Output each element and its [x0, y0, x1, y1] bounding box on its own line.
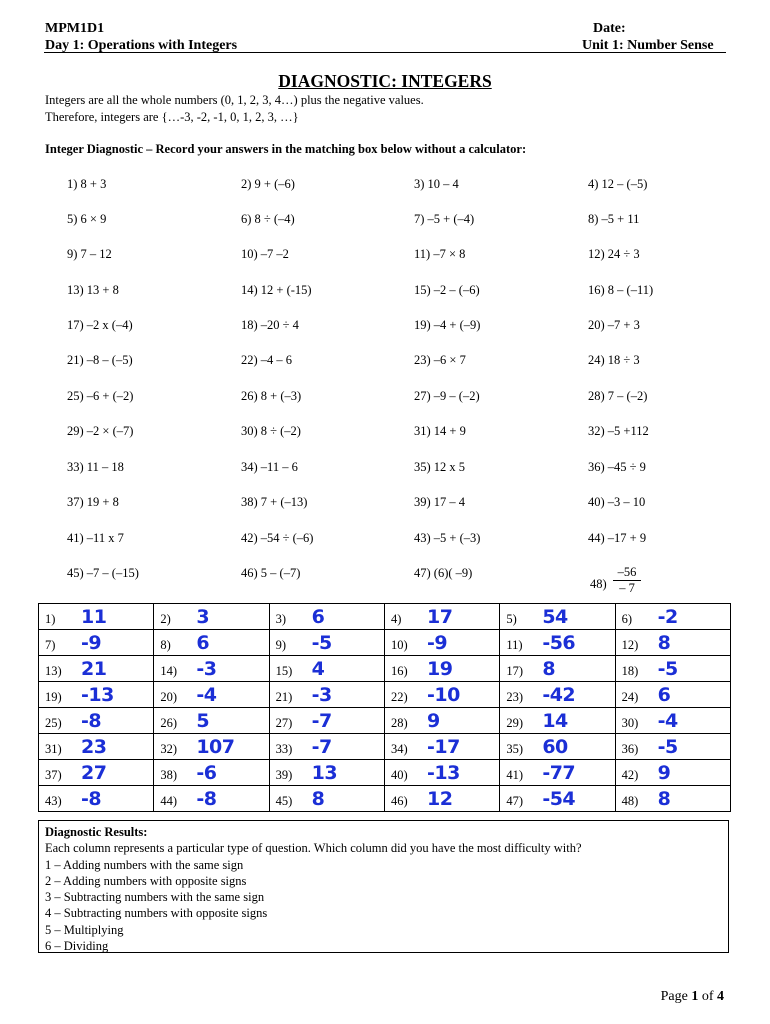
answer-label: 24) [621, 689, 639, 704]
answer-label: 33) [275, 741, 293, 756]
handwritten-answer: 107 [196, 735, 235, 758]
answer-label: 37) [45, 767, 62, 782]
answer-cell-25[interactable] [39, 708, 154, 734]
answer-label: 23) [506, 689, 523, 704]
handwritten-answer: 6 [196, 631, 210, 654]
handwritten-answer: -8 [81, 787, 102, 810]
fraction-denominator: – 7 [619, 581, 635, 595]
answer-label: 39) [275, 767, 293, 782]
question-43: 43) –5 + (–3) [414, 531, 481, 545]
question-14: 14) 12 + (-15) [241, 283, 312, 297]
answer-cell-6[interactable] [615, 604, 730, 630]
answer-cell-18[interactable] [615, 656, 730, 682]
unit-title: Unit 1: Number Sense [582, 38, 714, 53]
page-title: DIAGNOSTIC: INTEGERS [278, 71, 492, 91]
instructions: Integer Diagnostic – Record your answers in the matching box below without a calculator: [45, 142, 527, 156]
answer-cell-38[interactable] [154, 760, 269, 786]
handwritten-answer: -4 [657, 709, 678, 732]
handwritten-answer: -7 [311, 709, 332, 732]
fraction-numerator: –56 [613, 565, 641, 581]
question-46: 46) 5 – (–7) [241, 566, 301, 580]
answer-cell-24[interactable] [615, 682, 730, 708]
handwritten-answer: -13 [426, 761, 460, 784]
question-9: 9) 7 – 12 [67, 247, 112, 261]
answer-cell-4[interactable] [384, 604, 499, 630]
answer-cell-14[interactable] [154, 656, 269, 682]
answer-label: 38) [160, 767, 177, 782]
question-45: 45) –7 – (–15) [67, 566, 139, 580]
handwritten-answer: 19 [426, 657, 453, 680]
handwritten-answer: 8 [657, 631, 671, 654]
answer-row [39, 708, 731, 734]
answer-cell-28[interactable] [384, 708, 499, 734]
question-19: 19) –4 + (–9) [414, 318, 481, 332]
intro-text [45, 92, 424, 126]
answer-cell-40[interactable] [384, 760, 499, 786]
answer-label: 30) [621, 715, 639, 730]
answer-table [38, 603, 731, 812]
answer-label: 3) [275, 611, 287, 626]
answer-cell-47[interactable] [500, 786, 615, 812]
handwritten-answer: 14 [542, 709, 568, 732]
answer-cell-23[interactable] [500, 682, 615, 708]
answer-cell-11[interactable] [500, 630, 615, 656]
diagnostic-results [38, 820, 729, 953]
answer-row [39, 630, 731, 656]
question-2: 2) 9 + (–6) [241, 177, 295, 191]
handwritten-answer: -54 [542, 787, 576, 810]
answer-cell-35[interactable] [500, 734, 615, 760]
answer-cell-16[interactable] [384, 656, 499, 682]
handwritten-answer: 23 [81, 735, 107, 758]
question-18: 18) –20 ÷ 4 [241, 318, 299, 332]
handwritten-answer: -77 [542, 761, 576, 784]
question-37: 37) 19 + 8 [67, 495, 119, 509]
answer-cell-42[interactable] [615, 760, 730, 786]
answer-label: 43) [45, 793, 62, 808]
answer-cell-10[interactable] [384, 630, 499, 656]
answer-label: 10) [390, 637, 408, 652]
question-42: 42) –54 ÷ (–6) [241, 531, 314, 545]
answer-label: 40) [390, 767, 408, 782]
answer-label: 35) [506, 741, 523, 756]
handwritten-answer: 9 [657, 761, 671, 784]
question-8: 8) –5 + 11 [588, 212, 640, 226]
answer-cell-39[interactable] [269, 760, 384, 786]
answer-cell-45[interactable] [269, 786, 384, 812]
handwritten-answer: -8 [81, 709, 102, 732]
answer-cell-46[interactable] [384, 786, 499, 812]
question-17: 17) –2 x (–4) [67, 318, 133, 332]
answer-cell-20[interactable] [154, 682, 269, 708]
answer-cell-7[interactable] [39, 630, 154, 656]
results-item: 6 – Dividing [45, 939, 109, 954]
question-4: 4) 12 – (–5) [588, 177, 648, 191]
handwritten-answer: 8 [657, 787, 671, 810]
answer-cell-13[interactable] [39, 656, 154, 682]
answer-cell-44[interactable] [154, 786, 269, 812]
page-number: Page 1 of 4 [660, 989, 724, 1004]
question-28: 28) 7 – (–2) [588, 389, 648, 403]
handwritten-answer: -13 [81, 683, 114, 706]
handwritten-answer: 17 [426, 605, 453, 628]
answer-label: 15) [275, 663, 293, 678]
results-item: 2 – Adding numbers with opposite signs [45, 873, 247, 888]
answer-cell-8[interactable] [154, 630, 269, 656]
results-item: 4 – Subtracting numbers with opposite signs [45, 906, 268, 921]
results-item: 5 – Multiplying [45, 922, 124, 937]
question-40: 40) –3 – 10 [588, 495, 646, 509]
handwritten-answer: 11 [81, 605, 107, 628]
answer-label: 6) [621, 611, 633, 626]
question-36: 36) –45 ÷ 9 [588, 460, 646, 474]
answer-label: 8) [160, 637, 171, 652]
header-divider [44, 52, 726, 53]
question-47: 47) (6)( –9) [414, 566, 473, 580]
answer-cell-2[interactable] [154, 604, 269, 630]
answer-cell-30[interactable] [615, 708, 730, 734]
question-41: 41) –11 x 7 [67, 531, 124, 545]
answer-row [39, 786, 731, 812]
handwritten-answer: -4 [196, 683, 217, 706]
handwritten-answer: -5 [657, 735, 678, 758]
handwritten-answer: -2 [657, 605, 678, 628]
answer-label: 29) [506, 715, 523, 730]
handwritten-answer: -9 [81, 631, 102, 654]
answer-cell-32[interactable] [154, 734, 269, 760]
answer-cell-33[interactable] [269, 734, 384, 760]
handwritten-answer: 6 [657, 683, 671, 706]
answer-label: 41) [506, 767, 523, 782]
answer-label: 36) [621, 741, 639, 756]
answer-label: 11) [506, 637, 523, 652]
answer-cell-48[interactable] [615, 786, 730, 812]
question-1: 1) 8 + 3 [67, 177, 107, 191]
handwritten-answer: 9 [426, 709, 440, 732]
handwritten-answer: -5 [657, 657, 678, 680]
answer-cell-1[interactable] [39, 604, 154, 630]
handwritten-answer: 3 [196, 605, 210, 628]
results-intro: Each column represents a particular type of question. Which column did you have the most difficulty with? [45, 841, 582, 856]
handwritten-answer: -3 [196, 657, 217, 680]
answer-label: 13) [45, 663, 62, 678]
answer-label: 17) [506, 663, 523, 678]
answer-label: 44) [160, 793, 177, 808]
answer-label: 7) [45, 637, 56, 652]
answer-label: 5) [506, 611, 517, 626]
question-15: 15) –2 – (–6) [414, 283, 480, 297]
answer-label: 19) [45, 689, 62, 704]
answer-cell-34[interactable] [384, 734, 499, 760]
question-6: 6) 8 ÷ (–4) [241, 212, 295, 226]
answer-cell-19[interactable] [39, 682, 154, 708]
question-22: 22) –4 – 6 [241, 353, 293, 367]
course-code: MPM1D1 [45, 21, 105, 36]
answer-cell-17[interactable] [500, 656, 615, 682]
answer-cell-31[interactable] [39, 734, 154, 760]
handwritten-answer: 60 [542, 735, 568, 758]
answer-cell-37[interactable] [39, 760, 154, 786]
answer-row [39, 760, 731, 786]
answer-label: 48) [621, 793, 639, 808]
answer-row [39, 656, 731, 682]
question-11: 11) –7 × 8 [414, 247, 466, 261]
question-29: 29) –2 × (–7) [67, 424, 134, 438]
answer-cell-41[interactable] [500, 760, 615, 786]
answer-cell-3[interactable] [269, 604, 384, 630]
question-13: 13) 13 + 8 [67, 283, 119, 297]
question-33: 33) 11 – 18 [67, 460, 124, 474]
answer-row [39, 604, 731, 630]
question-35: 35) 12 x 5 [414, 460, 466, 474]
answer-cell-21[interactable] [269, 682, 384, 708]
handwritten-answer: 5 [196, 709, 210, 732]
question-20: 20) –7 + 3 [588, 318, 640, 332]
answer-label: 31) [45, 741, 62, 756]
question-24: 24) 18 ÷ 3 [588, 353, 640, 367]
answer-label: 9) [275, 637, 287, 652]
answer-label: 22) [390, 689, 408, 704]
question-10: 10) –7 –2 [241, 247, 289, 261]
answer-label: 25) [45, 715, 62, 730]
question-27: 27) –9 – (–2) [414, 389, 480, 403]
question-48-fraction [613, 565, 641, 596]
question-48-label: 48) [590, 577, 607, 591]
handwritten-answer: -17 [426, 735, 460, 758]
answer-label: 16) [390, 663, 408, 678]
handwritten-answer: 8 [542, 657, 556, 680]
handwritten-answer: -10 [426, 683, 460, 706]
answer-cell-36[interactable] [615, 734, 730, 760]
question-25: 25) –6 + (–2) [67, 389, 134, 403]
answer-label: 12) [621, 637, 639, 652]
question-3: 3) 10 – 4 [414, 177, 459, 191]
lesson-title: Day 1: Operations with Integers [45, 38, 238, 53]
results-list [45, 857, 728, 955]
handwritten-answer: 54 [542, 605, 568, 628]
date-label: Date: [593, 21, 626, 36]
handwritten-answer: 13 [311, 761, 338, 784]
question-30: 30) 8 ÷ (–2) [241, 424, 301, 438]
answer-cell-12[interactable] [615, 630, 730, 656]
intro-line-2: Therefore, integers are {…-3, -2, -1, 0, 1, 2, 3, …} [45, 110, 299, 124]
answer-label: 4) [390, 611, 402, 626]
handwritten-answer: -56 [542, 631, 576, 654]
handwritten-answer: -7 [311, 735, 332, 758]
handwritten-answer: 27 [81, 761, 107, 784]
answer-cell-22[interactable] [384, 682, 499, 708]
answer-row [39, 734, 731, 760]
handwritten-answer: 4 [311, 657, 325, 680]
answer-label: 20) [160, 689, 177, 704]
handwritten-answer: 12 [426, 787, 453, 810]
answer-cell-43[interactable] [39, 786, 154, 812]
answer-label: 28) [390, 715, 408, 730]
answer-label: 18) [621, 663, 639, 678]
answer-cell-9[interactable] [269, 630, 384, 656]
answer-label: 45) [275, 793, 293, 808]
answer-label: 2) [160, 611, 171, 626]
answer-label: 14) [160, 663, 177, 678]
answer-label: 46) [390, 793, 408, 808]
intro-line-1: Integers are all the whole numbers (0, 1, 2, 3, 4…) plus the negative values. [45, 93, 424, 107]
question-39: 39) 17 – 4 [414, 495, 466, 509]
answer-cell-5[interactable] [500, 604, 615, 630]
answer-label: 1) [45, 611, 56, 626]
handwritten-answer: 21 [81, 657, 107, 680]
answer-label: 34) [390, 741, 408, 756]
handwritten-answer: -6 [196, 761, 217, 784]
handwritten-answer: 8 [311, 787, 325, 810]
answer-cell-27[interactable] [269, 708, 384, 734]
answer-label: 21) [275, 689, 293, 704]
question-31: 31) 14 + 9 [414, 424, 466, 438]
question-44: 44) –17 + 9 [588, 531, 647, 545]
question-7: 7) –5 + (–4) [414, 212, 475, 226]
answer-label: 42) [621, 767, 639, 782]
answer-label: 32) [160, 741, 177, 756]
answer-label: 27) [275, 715, 293, 730]
handwritten-answer: -5 [311, 631, 332, 654]
results-item: 1 – Adding numbers with the same sign [45, 857, 244, 872]
question-38: 38) 7 + (–13) [241, 495, 308, 509]
question-21: 21) –8 – (–5) [67, 353, 133, 367]
handwritten-answer: -42 [542, 683, 576, 706]
question-32: 32) –5 +112 [588, 424, 649, 438]
handwritten-answer: -8 [196, 787, 217, 810]
handwritten-answer: -3 [311, 683, 332, 706]
answer-cell-15[interactable] [269, 656, 384, 682]
question-34: 34) –11 – 6 [241, 460, 298, 474]
answer-label: 26) [160, 715, 177, 730]
question-12: 12) 24 ÷ 3 [588, 247, 640, 261]
answer-cell-26[interactable] [154, 708, 269, 734]
results-title: Diagnostic Results: [45, 825, 148, 839]
answer-row [39, 682, 731, 708]
question-26: 26) 8 + (–3) [241, 389, 302, 403]
question-16: 16) 8 – (–11) [588, 283, 654, 297]
question-5: 5) 6 × 9 [67, 212, 107, 226]
results-item: 3 – Subtracting numbers with the same sign [45, 890, 265, 905]
handwritten-answer: -9 [426, 631, 448, 654]
answer-label: 47) [506, 793, 523, 808]
question-23: 23) –6 × 7 [414, 353, 466, 367]
answer-cell-29[interactable] [500, 708, 615, 734]
handwritten-answer: 6 [311, 605, 325, 628]
